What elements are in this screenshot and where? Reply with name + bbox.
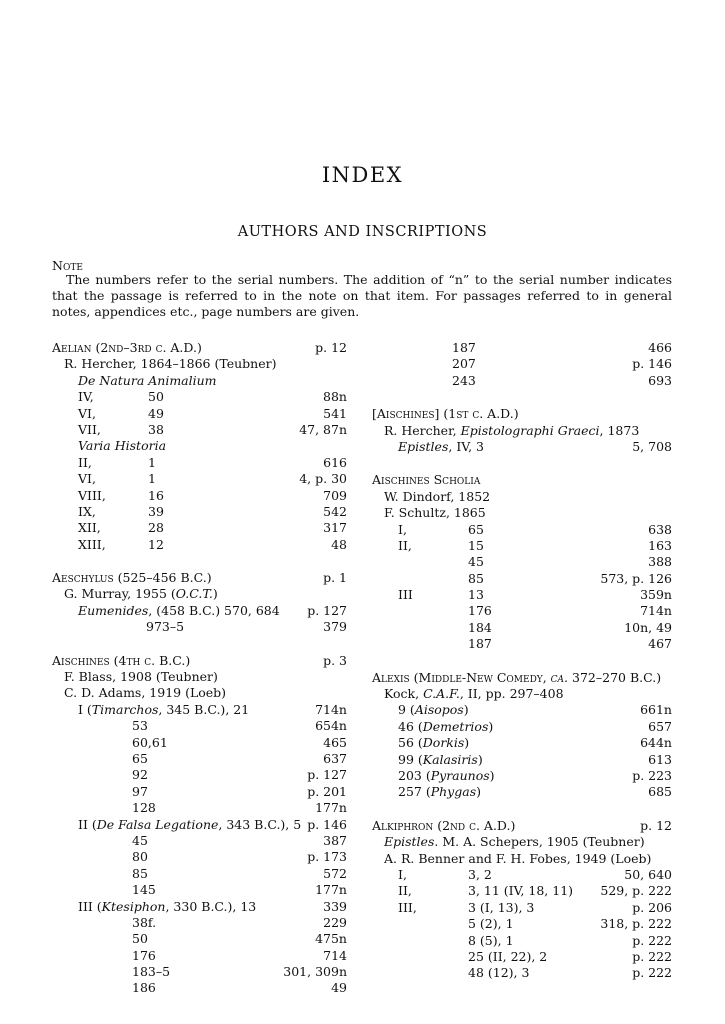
entry-reference: 467: [648, 636, 672, 652]
entry-text: III: [398, 587, 413, 603]
entry-text: [Aischines] (1st c. A.D.): [372, 406, 519, 422]
entry-locus: 25 (II, 22), 2: [468, 948, 548, 964]
index-entry: [372, 373, 672, 389]
note-body: The numbers refer to the serial numbers. The addition of “n” to the serial number indicates that the passage is referred to in the note on that item. For passages referred to in general notes, appendices etc., page numbers are given.: [52, 272, 672, 319]
index-entry: [372, 439, 672, 455]
index-entry: [52, 964, 347, 980]
entry-locus: 176: [468, 603, 492, 619]
index-entry: [372, 603, 672, 619]
entry-spacer: [52, 553, 347, 570]
entry-reference: 613: [648, 751, 672, 767]
entry-locus: 3, 11 (IV, 18, 11): [468, 883, 574, 899]
index-column-right: [372, 340, 672, 982]
entry-spacer: [372, 389, 672, 406]
entry-reference: p. 3: [323, 652, 347, 668]
entry-reference: 48: [331, 536, 347, 552]
index-entry: [52, 817, 347, 833]
entry-reference: 301, 309n: [283, 964, 347, 980]
index-entry: [52, 669, 347, 685]
entry-locus: 85: [468, 570, 484, 586]
index-entry: [52, 340, 347, 356]
entry-reference: 661n: [640, 702, 672, 718]
entry-reference: p. 222: [632, 948, 672, 964]
entry-text: 207: [452, 356, 476, 372]
entry-text: 53: [132, 718, 148, 734]
entry-reference: 475n: [315, 931, 347, 947]
entry-text: F. Blass, 1908 (Teubner): [64, 669, 218, 685]
index-entry: [372, 900, 672, 916]
entry-reference: p. 146: [307, 816, 347, 832]
entry-reference: p. 1: [323, 570, 347, 586]
index-entry: [372, 818, 672, 834]
entry-locus: 39: [148, 503, 164, 519]
entry-reference: 644n: [640, 735, 672, 751]
entry-text: XII,: [78, 520, 101, 536]
entry-reference: 529, p. 222: [600, 883, 672, 899]
index-entry: [372, 636, 672, 652]
index-entry: [52, 882, 347, 898]
entry-locus: 3, 2: [468, 866, 492, 882]
entry-reference: p. 206: [632, 899, 672, 915]
entry-text: F. Schultz, 1865: [384, 505, 486, 521]
index-entry: [372, 571, 672, 587]
entry-text: Kock, C.A.F., II, pp. 297–408: [384, 686, 564, 702]
entry-text: Eumenides, (458 B.C.) 570, 684: [78, 602, 280, 618]
entry-text: 45: [132, 832, 148, 848]
index-entry: [372, 670, 672, 686]
entry-reference: 709: [323, 487, 347, 503]
entry-reference: p. 127: [307, 767, 347, 783]
index-entry: [372, 472, 672, 488]
entry-locus: 16: [148, 487, 164, 503]
index-entry: [372, 522, 672, 538]
entry-locus: 184: [468, 619, 492, 635]
entry-locus: 65: [468, 521, 484, 537]
index-entry: [372, 340, 672, 356]
index-entry: [52, 980, 347, 996]
index-entry: [372, 686, 672, 702]
entry-reference: p. 127: [307, 602, 347, 618]
entry-reference: 359n: [640, 587, 672, 603]
index-entry: [52, 537, 347, 553]
index-entry: [372, 356, 672, 372]
index-entry: [372, 489, 672, 505]
entry-text: 65: [132, 750, 148, 766]
entry-text: De Natura Animalium: [78, 372, 217, 388]
entry-text: 56 (Dorkis): [398, 735, 470, 751]
entry-text: II,: [398, 883, 412, 899]
entry-reference: 572: [323, 865, 347, 881]
index-entry: [52, 800, 347, 816]
entry-reference: 5, 708: [632, 438, 672, 454]
entry-text: W. Dindorf, 1852: [384, 488, 491, 504]
entry-reference: 714n: [315, 701, 347, 717]
entry-locus: 187: [468, 636, 492, 652]
entry-text: Epistles, IV, 3: [398, 438, 485, 454]
entry-reference: 654n: [315, 718, 347, 734]
note-text: [52, 272, 672, 320]
entry-text: IV,: [78, 389, 94, 405]
entry-text: I,: [398, 521, 407, 537]
index-entry: [52, 570, 347, 586]
entry-reference: 616: [323, 454, 347, 470]
index-entry: [52, 653, 347, 669]
entry-text: VI,: [78, 471, 96, 487]
entry-text: 187: [452, 340, 476, 355]
entry-text: 38f.: [132, 914, 157, 930]
index-entry: [372, 719, 672, 735]
page-title: INDEX: [321, 163, 404, 187]
entry-text: Aeschylus (525–456 B.C.): [52, 570, 212, 586]
index-entry: [372, 916, 672, 932]
index-entry: [372, 784, 672, 800]
index-entry: [372, 965, 672, 981]
entry-locus: 1: [148, 471, 156, 487]
index-entry: [52, 784, 347, 800]
entry-reference: 637: [323, 750, 347, 766]
index-entry: [372, 752, 672, 768]
entry-reference: 465: [323, 734, 347, 750]
entry-reference: p. 222: [632, 965, 672, 981]
entry-reference: p. 222: [632, 932, 672, 948]
index-entry: [52, 751, 347, 767]
entry-text: I (Timarchos, 345 B.C.), 21: [78, 701, 250, 717]
entry-locus: 5 (2), 1: [468, 916, 514, 932]
index-entry: [372, 735, 672, 751]
entry-locus: 3 (I, 13), 3: [468, 899, 535, 915]
index-entry: [52, 899, 347, 915]
entry-reference: p. 12: [640, 817, 672, 833]
index-entry: [52, 931, 347, 947]
index-entry: [52, 866, 347, 882]
entry-text: 97: [132, 783, 148, 799]
entry-reference: 318, p. 222: [600, 916, 672, 932]
entry-text: VII,: [78, 421, 101, 437]
entry-text: 60,61: [132, 734, 168, 750]
entry-text: 128: [132, 800, 156, 816]
entry-reference: 573, p. 126: [600, 570, 672, 586]
entry-reference: p. 12: [315, 340, 347, 355]
entry-text: Varia Historia: [78, 438, 167, 454]
index-entry: [52, 718, 347, 734]
entry-reference: 714: [323, 947, 347, 963]
entry-reference: 177n: [315, 882, 347, 898]
index-entry: [52, 833, 347, 849]
entry-reference: 49: [331, 980, 347, 996]
entry-text: R. Hercher, 1864–1866 (Teubner): [64, 356, 277, 372]
index-entry: [372, 851, 672, 867]
entry-text: XIII,: [78, 536, 106, 552]
entry-locus: 49: [148, 405, 164, 421]
entry-text: IX,: [78, 503, 96, 519]
index-entry: [52, 849, 347, 865]
entry-spacer: [372, 653, 672, 670]
entry-text: II,: [78, 454, 92, 470]
entry-text: A. R. Benner and F. H. Fobes, 1949 (Loeb): [384, 850, 652, 866]
entry-reference: 4, p. 30: [299, 471, 347, 487]
index-column-left: [52, 340, 347, 997]
entry-text: 92: [132, 767, 148, 783]
index-entry: [372, 554, 672, 570]
entry-reference: 339: [323, 898, 347, 914]
entry-reference: p. 146: [632, 356, 672, 372]
entry-text: 50: [132, 931, 148, 947]
entry-text: C. D. Adams, 1919 (Loeb): [64, 685, 227, 701]
index-entry: [52, 586, 347, 602]
section-subtitle: AUTHORS AND INSCRIPTIONS: [237, 224, 488, 240]
entry-text: Aelian (2nd–3rd c. A.D.): [52, 340, 202, 355]
entry-reference: 88n: [323, 389, 347, 405]
entry-text: 176: [132, 947, 156, 963]
index-entry: [372, 949, 672, 965]
entry-locus: 8 (5), 1: [468, 932, 514, 948]
entry-reference: 657: [648, 718, 672, 734]
entry-spacer: [372, 455, 672, 472]
entry-reference: 387: [323, 832, 347, 848]
entry-reference: 638: [648, 521, 672, 537]
entry-reference: 317: [323, 520, 347, 536]
entry-reference: 50, 640: [624, 866, 672, 882]
entry-text: III (Ktesiphon, 330 B.C.), 13: [78, 898, 257, 914]
entry-text: R. Hercher, Epistolographi Graeci, 1873: [384, 422, 640, 438]
entry-text: 973–5: [146, 619, 185, 635]
entry-text: II (De Falsa Legatione, 343 B.C.), 5: [78, 816, 302, 832]
index-entry: [372, 620, 672, 636]
entry-reference: p. 201: [307, 783, 347, 799]
entry-text: 203 (Pyraunos): [398, 767, 495, 783]
entry-text: Aischines (4th c. B.C.): [52, 652, 191, 668]
index-entry: [372, 867, 672, 883]
index-entry: [52, 735, 347, 751]
index-entry: [52, 406, 347, 422]
entry-text: Aischines Scholia: [372, 472, 481, 488]
index-entry: [372, 933, 672, 949]
entry-text: 243: [452, 372, 476, 388]
entry-reference: 542: [323, 503, 347, 519]
entry-spacer: [372, 801, 672, 818]
entry-text: Alexis (Middle-New Comedy, ca. 372–270 B.C.): [372, 669, 662, 685]
entry-text: I,: [398, 866, 407, 882]
entry-text: 145: [132, 882, 156, 898]
index-entry: [52, 356, 347, 372]
index-entry: [52, 389, 347, 405]
index-entry: [52, 471, 347, 487]
index-entry: [52, 488, 347, 504]
entry-text: Alkiphron (2nd c. A.D.): [372, 817, 516, 833]
entry-locus: 38: [148, 421, 164, 437]
entry-locus: 45: [468, 554, 484, 570]
entry-reference: 177n: [315, 800, 347, 816]
entry-reference: 388: [648, 554, 672, 570]
index-entry: [372, 423, 672, 439]
entry-reference: p. 223: [632, 767, 672, 783]
entry-reference: 714n: [640, 603, 672, 619]
index-entry: [52, 422, 347, 438]
entry-spacer: [52, 636, 347, 653]
entry-reference: 163: [648, 537, 672, 553]
index-entry: [52, 455, 347, 471]
index-entry: [372, 883, 672, 899]
index-entry: [52, 504, 347, 520]
entry-text: 183–5: [132, 964, 171, 980]
entry-text: 46 (Demetrios): [398, 718, 494, 734]
index-entry: [52, 438, 347, 454]
entry-locus: 13: [468, 587, 484, 603]
index-entry: [52, 603, 347, 619]
index-entry: [372, 538, 672, 554]
entry-text: VIII,: [78, 487, 106, 503]
entry-text: VI,: [78, 405, 96, 421]
entry-locus: 1: [148, 454, 156, 470]
index-entry: [372, 406, 672, 422]
index-entry: [52, 373, 347, 389]
entry-text: 9 (Aisopos): [398, 702, 469, 718]
index-entry: [52, 685, 347, 701]
entry-locus: 50: [148, 389, 164, 405]
entry-reference: 47, 87n: [299, 421, 347, 437]
entry-locus: 15: [468, 537, 484, 553]
entry-locus: 28: [148, 520, 164, 536]
entry-reference: 229: [323, 914, 347, 930]
entry-text: 257 (Phygas): [398, 784, 482, 800]
index-entry: [52, 520, 347, 536]
entry-reference: 693: [648, 372, 672, 388]
entry-reference: 541: [323, 405, 347, 421]
entry-reference: 379: [323, 619, 347, 635]
index-entry: [372, 768, 672, 784]
entry-locus: 48 (12), 3: [468, 965, 530, 981]
entry-reference: 685: [648, 784, 672, 800]
entry-reference: p. 173: [307, 849, 347, 865]
entry-reference: 10n, 49: [624, 619, 672, 635]
index-entry: [52, 619, 347, 635]
index-entry: [52, 948, 347, 964]
entry-text: G. Murray, 1955 (O.C.T.): [64, 586, 218, 602]
index-entry: [372, 505, 672, 521]
index-entry: [372, 834, 672, 850]
index-entry: [52, 702, 347, 718]
index-entry: [372, 702, 672, 718]
entry-text: 80: [132, 849, 148, 865]
entry-text: 99 (Kalasiris): [398, 751, 483, 767]
entry-text: III,: [398, 899, 417, 915]
entry-text: 85: [132, 865, 148, 881]
index-entry: [372, 587, 672, 603]
entry-text: Epistles. M. A. Schepers, 1905 (Teubner): [384, 834, 645, 850]
note-label: Note: [52, 258, 83, 273]
entry-text: 186: [132, 980, 156, 996]
entry-locus: 12: [148, 536, 164, 552]
entry-text: II,: [398, 537, 412, 553]
entry-reference: 466: [648, 340, 672, 355]
index-entry: [52, 767, 347, 783]
index-entry: [52, 915, 347, 931]
